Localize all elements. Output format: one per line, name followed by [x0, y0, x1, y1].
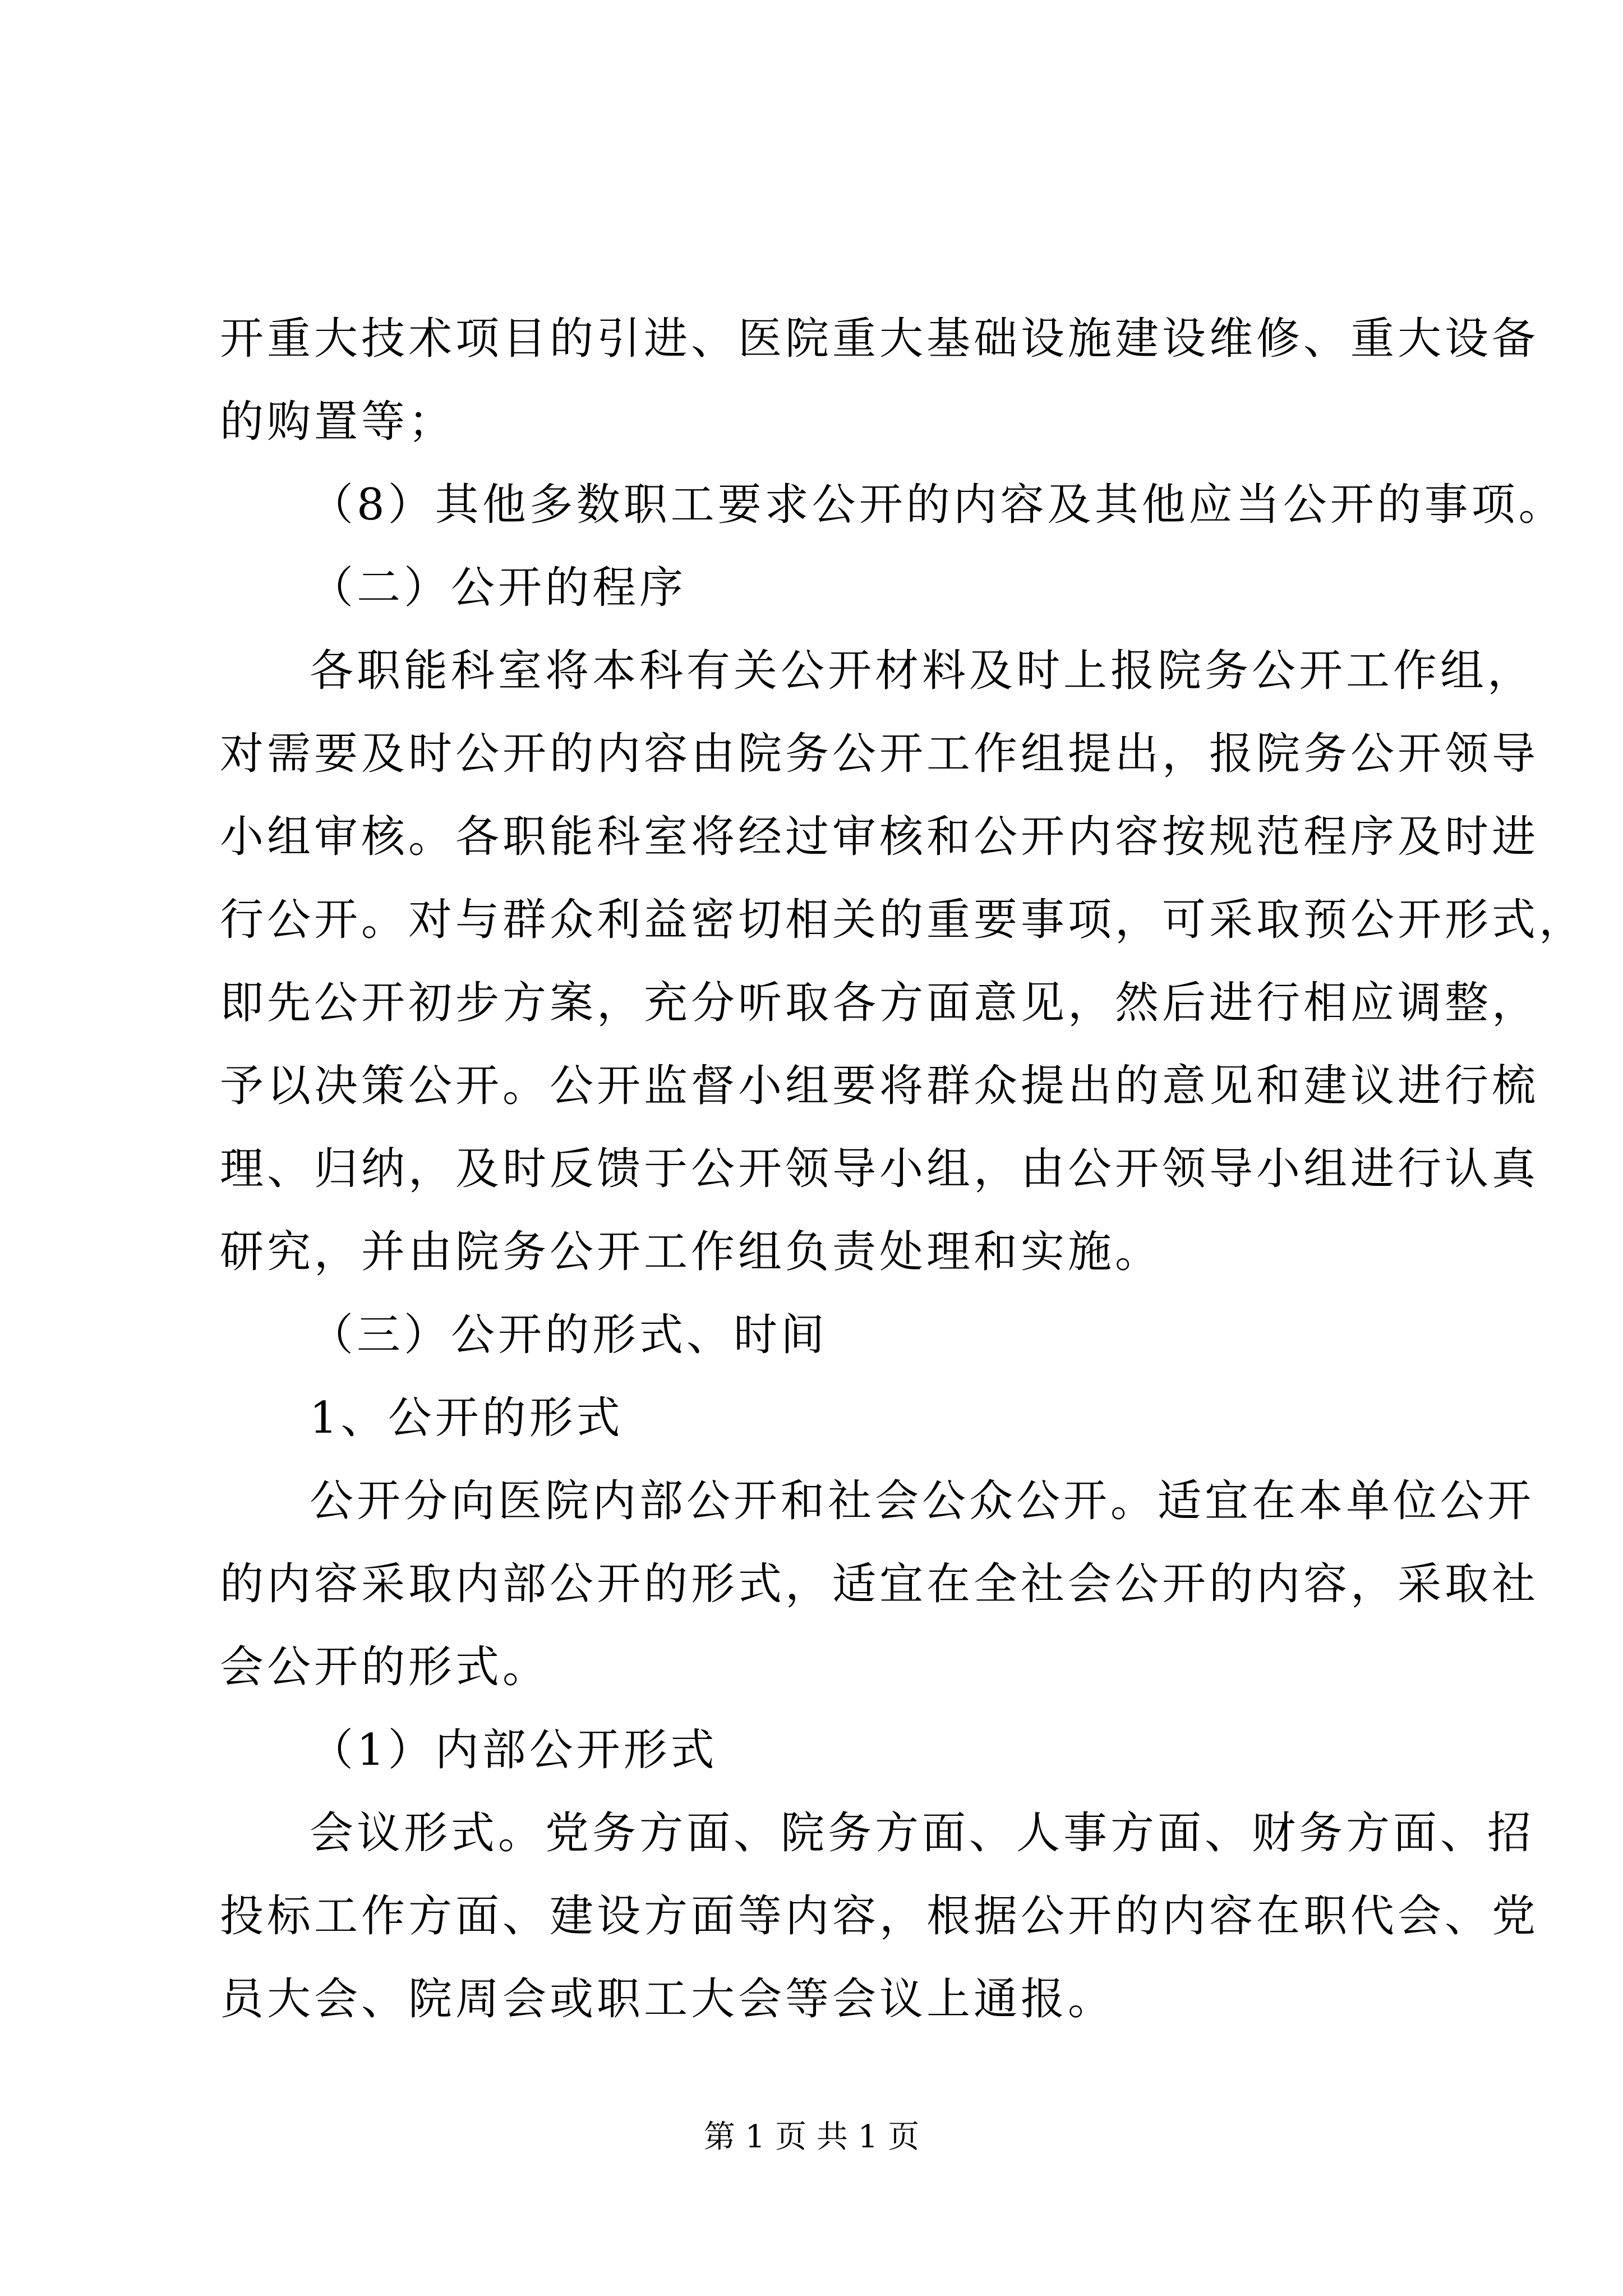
- text-line: 员大会、院周会或职工大会等会议上通报。: [220, 1974, 1115, 2024]
- text-line: 公开分向医院内部公开和社会公众公开。适宜在本单位公开: [310, 1476, 1535, 1526]
- text-line: 对需要及时公开的内容由院务公开工作组提出，报院务公开领导: [220, 729, 1539, 779]
- text-line: 予以决策公开。公开监督小组要将群众提出的意见和建议进行梳: [220, 1061, 1539, 1111]
- text-line: 投标工作方面、建设方面等内容，根据公开的内容在职代会、党: [220, 1891, 1539, 1941]
- text-line: 行公开。对与群众利益密切相关的重要事项，可采取预公开形式，: [220, 895, 1587, 945]
- text-line: 的购置等；: [220, 397, 456, 447]
- section-heading: （三）公开的形式、时间: [310, 1310, 828, 1360]
- document-body: [220, 297, 1587, 2041]
- text-line: 研究，并由院务公开工作组负责处理和实施。: [220, 1227, 1163, 1277]
- subsection-heading: （1）内部公开形式: [310, 1725, 718, 1775]
- text-line: 即先公开初步方案，充分听取各方面意见，然后进行相应调整，: [220, 978, 1539, 1028]
- text-line: 各职能科室将本科有关公开材料及时上报院务公开工作组，: [310, 646, 1535, 696]
- text-line: 的内容采取内部公开的形式，适宜在全社会公开的内容，采取社: [220, 1559, 1539, 1609]
- page-footer: 第 1 页 共 1 页: [703, 2119, 920, 2155]
- subsection-heading: 1、公开的形式: [310, 1393, 624, 1443]
- text-line: 开重大技术项目的引进、医院重大基础设施建设维修、重大设备: [220, 314, 1539, 364]
- text-line: 小组审核。各职能科室将经过审核和公开内容按规范程序及时进: [220, 812, 1539, 862]
- text-line: （8）其他多数职工要求公开的内容及其他应当公开的事项。: [310, 480, 1566, 530]
- text-line: 理、归纳，及时反馈于公开领导小组，由公开领导小组进行认真: [220, 1144, 1539, 1194]
- section-heading: （二）公开的程序: [310, 563, 687, 613]
- text-line: 会议形式。党务方面、院务方面、人事方面、财务方面、招: [310, 1808, 1535, 1858]
- text-line: 会公开的形式。: [220, 1642, 550, 1692]
